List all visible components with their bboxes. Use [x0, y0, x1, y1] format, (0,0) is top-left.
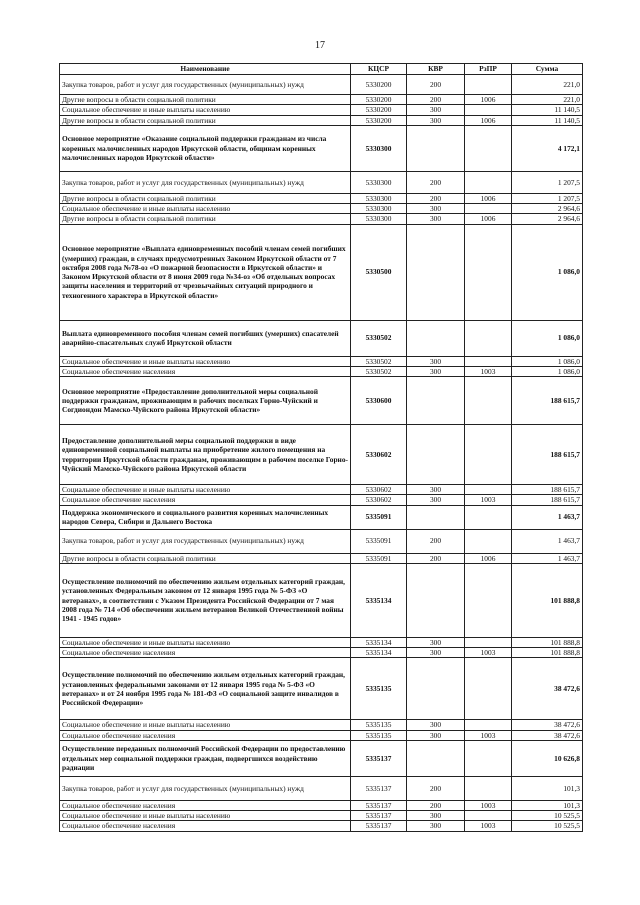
cell-rzpr: 1006: [465, 214, 512, 224]
table-row: [60, 658, 583, 720]
cell-name: Другие вопросы в области социальной политики: [60, 214, 351, 224]
cell-kvr: [407, 320, 465, 356]
cell-rzpr: [465, 204, 512, 214]
cell-name: Закупка товаров, работ и услуг для государственных (муниципальных) нужд: [60, 776, 351, 800]
cell-name: Основное мероприятие «Предоставление дополнительной меры социальной поддержки гражданам, проживающим в рабочих поселках Горно-Чуйский и Согдиондон Мамско-Чуйского района Иркутской области»: [60, 377, 351, 425]
cell-kvr: 300: [407, 366, 465, 376]
cell-kcsr: 5335137: [351, 776, 407, 800]
cell-kcsr: 5335091: [351, 553, 407, 563]
table-row: [60, 811, 583, 821]
cell-sum: 1 463,7: [512, 553, 583, 563]
cell-rzpr: [465, 505, 512, 529]
cell-kcsr: 5330300: [351, 125, 407, 171]
cell-kcsr: 5335135: [351, 720, 407, 730]
table-row: [60, 214, 583, 224]
cell-kcsr: 5330300: [351, 204, 407, 214]
table-row: [60, 366, 583, 376]
cell-kvr: 300: [407, 485, 465, 495]
cell-kvr: 300: [407, 495, 465, 505]
cell-kvr: 300: [407, 811, 465, 821]
cell-sum: 1 207,5: [512, 171, 583, 193]
table-row: [60, 193, 583, 203]
cell-rzpr: [465, 356, 512, 366]
cell-kvr: 300: [407, 204, 465, 214]
cell-sum: 38 472,6: [512, 658, 583, 720]
cell-sum: 2 964,6: [512, 214, 583, 224]
cell-kcsr: 5335137: [351, 800, 407, 810]
cell-kcsr: 5335137: [351, 811, 407, 821]
cell-sum: 101 888,8: [512, 637, 583, 647]
cell-rzpr: [465, 377, 512, 425]
cell-sum: 1 463,7: [512, 529, 583, 553]
cell-kcsr: 5330500: [351, 224, 407, 320]
cell-name: Основное мероприятие «Выплата единовременных пособий членам семей погибших (умерших) граждан, в случаях предусмотренных Законом Иркутской области от 7 октября 2008 года №78-оз «О пожарной безопасности в Иркутской области» и Законом Иркутской области от 8 июня 2009 года №34-оз «Об отдельных вопросах защиты населения и территорий от чрезвычайных ситуаций природного и техногенного характера в Иркутской области»: [60, 224, 351, 320]
table-row: [60, 485, 583, 495]
cell-rzpr: [465, 75, 512, 95]
table-row: [60, 529, 583, 553]
cell-sum: 101 888,8: [512, 648, 583, 658]
table-row: [60, 171, 583, 193]
table-row: [60, 637, 583, 647]
cell-sum: 221,0: [512, 95, 583, 105]
cell-name: Другие вопросы в области социальной политики: [60, 95, 351, 105]
cell-sum: 101,3: [512, 776, 583, 800]
cell-sum: 38 472,6: [512, 730, 583, 740]
cell-rzpr: [465, 171, 512, 193]
cell-kcsr: 5330600: [351, 377, 407, 425]
cell-name: Социальное обеспечение населения: [60, 800, 351, 810]
cell-kcsr: 5335091: [351, 505, 407, 529]
cell-sum: 11 140,5: [512, 115, 583, 125]
cell-kvr: 300: [407, 730, 465, 740]
cell-rzpr: [465, 563, 512, 637]
cell-name: Социальное обеспечение и иные выплаты населению: [60, 204, 351, 214]
table-row: [60, 800, 583, 810]
cell-name: Социальное обеспечение и иные выплаты населению: [60, 105, 351, 115]
cell-kvr: 200: [407, 95, 465, 105]
cell-sum: 2 964,6: [512, 204, 583, 214]
cell-sum: 1 463,7: [512, 505, 583, 529]
cell-name: Другие вопросы в области социальной политики: [60, 553, 351, 563]
cell-name: Осуществление полномочий по обеспечению жильем отдельных категорий граждан, установленных Федеральным законом от 12 января 1995 года № 5-ФЗ «О ветеранах», в соответствии с Указом Президента Российской Федерации от 7 мая 2008 года № 714 «Об обеспечении жильем ветеранов Великой Отечественной войны 1941 - 1945 годов»: [60, 563, 351, 637]
cell-kcsr: 5330502: [351, 320, 407, 356]
cell-sum: 1 207,5: [512, 193, 583, 203]
cell-kvr: [407, 740, 465, 776]
table-row: [60, 720, 583, 730]
cell-sum: 188 615,7: [512, 425, 583, 485]
header-name: Наименование: [60, 64, 351, 75]
cell-kcsr: 5335137: [351, 740, 407, 776]
table-row: [60, 648, 583, 658]
cell-kvr: 300: [407, 105, 465, 115]
cell-kcsr: 5330300: [351, 214, 407, 224]
cell-name: Предоставление дополнительной меры социальной поддержки в виде единовременной социальной выплаты на приобретение жилого помещения на территории Иркутской области гражданам, проживающим в рабочем поселке Горно-Чуйский Мамско-Чуйского района Иркутской области: [60, 425, 351, 485]
cell-sum: 1 086,0: [512, 224, 583, 320]
cell-rzpr: 1006: [465, 553, 512, 563]
cell-kcsr: 5330602: [351, 485, 407, 495]
cell-kcsr: 5330200: [351, 75, 407, 95]
table-header-row: [60, 64, 583, 75]
cell-kcsr: 5330602: [351, 495, 407, 505]
cell-sum: 188 615,7: [512, 377, 583, 425]
cell-rzpr: 1003: [465, 821, 512, 831]
cell-name: Социальное обеспечение и иные выплаты населению: [60, 811, 351, 821]
table-row: [60, 95, 583, 105]
cell-name: Социальное обеспечение и иные выплаты населению: [60, 720, 351, 730]
header-kvr: КВР: [407, 64, 465, 75]
cell-kvr: 200: [407, 800, 465, 810]
cell-sum: 188 615,7: [512, 485, 583, 495]
table-row: [60, 320, 583, 356]
cell-name: Социальное обеспечение и иные выплаты населению: [60, 637, 351, 647]
cell-sum: 1 086,0: [512, 366, 583, 376]
cell-rzpr: 1003: [465, 495, 512, 505]
cell-kvr: 200: [407, 171, 465, 193]
cell-rzpr: [465, 720, 512, 730]
cell-name: Закупка товаров, работ и услуг для государственных (муниципальных) нужд: [60, 75, 351, 95]
table-row: [60, 553, 583, 563]
cell-kcsr: 5335091: [351, 529, 407, 553]
cell-rzpr: [465, 105, 512, 115]
table-row: [60, 730, 583, 740]
table-row: [60, 495, 583, 505]
cell-kcsr: 5335135: [351, 658, 407, 720]
cell-kcsr: 5330300: [351, 171, 407, 193]
table-row: [60, 740, 583, 776]
cell-kcsr: 5335134: [351, 648, 407, 658]
cell-rzpr: [465, 125, 512, 171]
cell-name: Социальное обеспечение населения: [60, 495, 351, 505]
table-row: [60, 115, 583, 125]
cell-rzpr: [465, 811, 512, 821]
cell-sum: 4 172,1: [512, 125, 583, 171]
cell-kvr: [407, 563, 465, 637]
cell-kvr: 300: [407, 648, 465, 658]
cell-rzpr: [465, 320, 512, 356]
cell-sum: 1 086,0: [512, 356, 583, 366]
cell-kvr: 300: [407, 720, 465, 730]
cell-kvr: [407, 425, 465, 485]
cell-name: Социальное обеспечение населения: [60, 648, 351, 658]
cell-kcsr: 5330200: [351, 105, 407, 115]
table-row: [60, 75, 583, 95]
cell-kcsr: 5335135: [351, 730, 407, 740]
cell-rzpr: [465, 425, 512, 485]
cell-rzpr: 1006: [465, 95, 512, 105]
table-row: [60, 821, 583, 831]
cell-sum: 10 525,5: [512, 811, 583, 821]
cell-name: Выплата единовременного пособия членам семей погибших (умерших) спасателей аварийно-спасательных служб Иркутской области: [60, 320, 351, 356]
cell-kcsr: 5330502: [351, 356, 407, 366]
table-row: [60, 125, 583, 171]
table-row: [60, 505, 583, 529]
cell-rzpr: [465, 658, 512, 720]
cell-name: Закупка товаров, работ и услуг для государственных (муниципальных) нужд: [60, 171, 351, 193]
cell-kcsr: 5335137: [351, 821, 407, 831]
cell-rzpr: 1006: [465, 115, 512, 125]
cell-rzpr: 1003: [465, 648, 512, 658]
cell-kvr: 200: [407, 75, 465, 95]
cell-rzpr: [465, 224, 512, 320]
cell-rzpr: [465, 637, 512, 647]
table-row: [60, 425, 583, 485]
page-number: 17: [315, 40, 325, 51]
cell-kcsr: 5330300: [351, 193, 407, 203]
cell-rzpr: 1003: [465, 366, 512, 376]
cell-sum: 188 615,7: [512, 495, 583, 505]
cell-kcsr: 5330602: [351, 425, 407, 485]
cell-kvr: 300: [407, 821, 465, 831]
cell-sum: 1 086,0: [512, 320, 583, 356]
cell-name: Другие вопросы в области социальной политики: [60, 193, 351, 203]
cell-kvr: 200: [407, 529, 465, 553]
cell-kvr: [407, 125, 465, 171]
cell-name: Осуществление переданных полномочий Российской Федерации по предоставлению отдельных мер социальной поддержки граждан, подвергшихся воздействию радиации: [60, 740, 351, 776]
cell-kcsr: 5335134: [351, 637, 407, 647]
table-row: [60, 224, 583, 320]
budget-table: [59, 63, 583, 832]
cell-name: Социальное обеспечение и иные выплаты населению: [60, 485, 351, 495]
cell-name: Другие вопросы в области социальной политики: [60, 115, 351, 125]
cell-kcsr: 5330200: [351, 95, 407, 105]
cell-name: Основное мероприятие «Оказание социальной поддержки гражданам из числа коренных малочисленных народов Иркутской области, общинам коренных малочисленных народов Иркутской области»: [60, 125, 351, 171]
table-row: [60, 356, 583, 366]
cell-kvr: 300: [407, 637, 465, 647]
cell-kvr: 300: [407, 115, 465, 125]
header-kcsr: КЦСР: [351, 64, 407, 75]
cell-name: Поддержка экономического и социального развития коренных малочисленных народов Севера, Сибири и Дальнего Востока: [60, 505, 351, 529]
cell-kvr: 200: [407, 553, 465, 563]
cell-name: Социальное обеспечение и иные выплаты населению: [60, 356, 351, 366]
cell-sum: 221,0: [512, 75, 583, 95]
cell-sum: 10 626,8: [512, 740, 583, 776]
cell-name: Осуществление полномочий по обеспечению жильем отдельных категорий граждан, установленных федеральными законами от 12 января 1995 года № 5-ФЗ «О ветеранах» и от 24 ноября 1995 года № 181-ФЗ «О социальной защите инвалидов в Российской Федерации»: [60, 658, 351, 720]
cell-rzpr: 1003: [465, 800, 512, 810]
cell-name: Закупка товаров, работ и услуг для государственных (муниципальных) нужд: [60, 529, 351, 553]
cell-name: Социальное обеспечение населения: [60, 821, 351, 831]
table-row: [60, 105, 583, 115]
cell-sum: 11 140,5: [512, 105, 583, 115]
cell-rzpr: [465, 776, 512, 800]
header-rzpr: РзПР: [465, 64, 512, 75]
cell-kvr: [407, 505, 465, 529]
table-row: [60, 204, 583, 214]
cell-kvr: 300: [407, 356, 465, 366]
cell-sum: 10 525,5: [512, 821, 583, 831]
cell-kvr: [407, 377, 465, 425]
cell-name: Социальное обеспечение населения: [60, 366, 351, 376]
cell-sum: 101 888,8: [512, 563, 583, 637]
cell-rzpr: [465, 485, 512, 495]
cell-kvr: [407, 224, 465, 320]
cell-sum: 38 472,6: [512, 720, 583, 730]
cell-kcsr: 5330200: [351, 115, 407, 125]
cell-kcsr: 5330502: [351, 366, 407, 376]
cell-sum: 101,3: [512, 800, 583, 810]
cell-kcsr: 5335134: [351, 563, 407, 637]
header-sum: Сумма: [512, 64, 583, 75]
cell-name: Социальное обеспечение населения: [60, 730, 351, 740]
table-row: [60, 377, 583, 425]
cell-rzpr: [465, 740, 512, 776]
cell-kvr: 300: [407, 214, 465, 224]
table-row: [60, 776, 583, 800]
cell-rzpr: 1003: [465, 730, 512, 740]
cell-kvr: 200: [407, 193, 465, 203]
cell-rzpr: 1006: [465, 193, 512, 203]
table-row: [60, 563, 583, 637]
cell-rzpr: [465, 529, 512, 553]
cell-kvr: 200: [407, 776, 465, 800]
cell-kvr: [407, 658, 465, 720]
